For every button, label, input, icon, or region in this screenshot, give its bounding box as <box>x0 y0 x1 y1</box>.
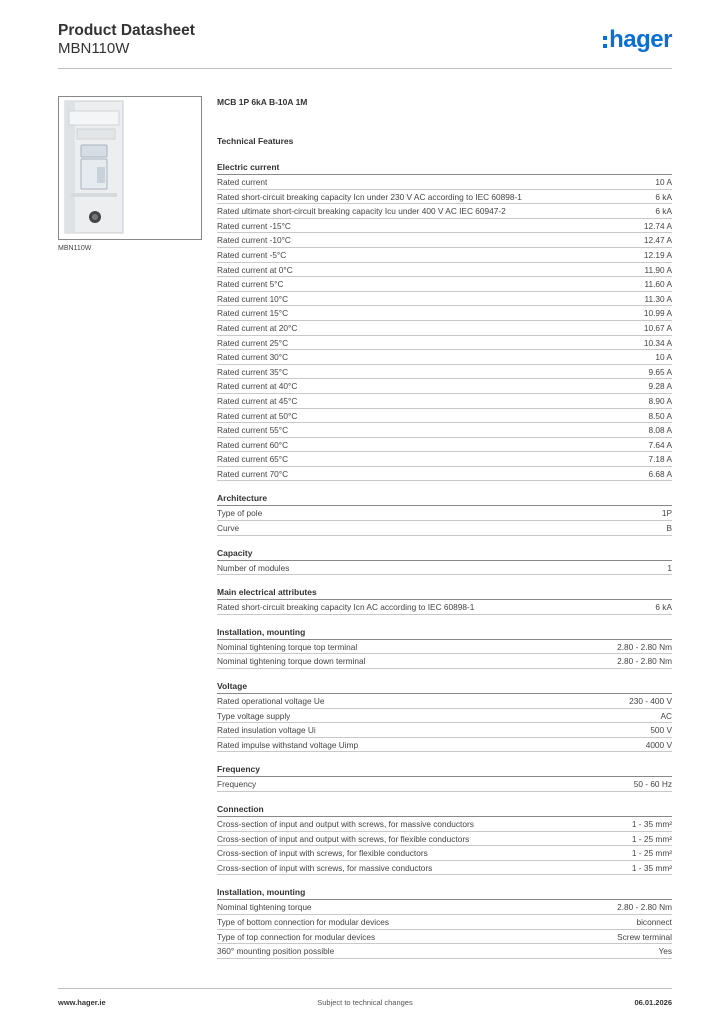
spec-section <box>217 546 672 576</box>
spec-label: Rated current 5°C <box>217 279 284 290</box>
spec-label: Rated current at 20°C <box>217 322 298 333</box>
spec-label: Rated short-circuit breaking capacity Icn AC according to IEC 60898-1 <box>217 602 475 613</box>
product-name: MCB 1P 6kA B-10A 1M <box>217 97 308 107</box>
spec-value: 2.80 - 2.80 Nm <box>617 641 672 652</box>
spec-label: Type of top connection for modular devices <box>217 931 376 942</box>
spec-label: Rated current -10°C <box>217 235 291 246</box>
spec-label: Number of modules <box>217 562 290 573</box>
spec-row <box>217 452 672 467</box>
section-gap <box>217 481 672 491</box>
spec-label: Nominal tightening torque down terminal <box>217 656 366 667</box>
circuit-breaker-icon <box>59 97 201 239</box>
spec-value: 2.80 - 2.80 Nm <box>617 656 672 667</box>
spec-row <box>217 861 672 876</box>
spec-label: Cross-section of input and output with screws, for massive conductors <box>217 819 474 829</box>
spec-value: 10 A <box>655 352 672 363</box>
section-title: Main electrical attributes <box>217 585 672 600</box>
section-title: Capacity <box>217 546 672 561</box>
spec-section <box>217 160 672 481</box>
spec-row <box>217 219 672 234</box>
spec-label: Cross-section of input with screws, for massive conductors <box>217 862 433 873</box>
spec-section <box>217 762 672 792</box>
hager-logo <box>603 28 672 52</box>
spec-row <box>217 394 672 409</box>
spec-value: 7.64 A <box>648 439 672 450</box>
spec-label: Rated current at 0°C <box>217 264 293 275</box>
spec-row <box>217 709 672 724</box>
spec-value: 11.60 A <box>644 279 672 290</box>
spec-value: Yes <box>658 946 672 957</box>
spec-value: 9.65 A <box>648 366 672 377</box>
spec-value: 230 - 400 V <box>629 696 672 707</box>
section-title: Connection <box>217 802 672 817</box>
spec-label: Rated current 30°C <box>217 352 289 363</box>
spec-label: Rated current 10°C <box>217 293 289 304</box>
spec-value: 12.19 A <box>643 249 672 260</box>
spec-section <box>217 802 672 875</box>
spec-label: Rated current -15°C <box>217 220 291 231</box>
spec-row <box>217 654 672 669</box>
spec-value: 1 - 35 mm² <box>631 862 672 873</box>
spec-label: Rated current at 40°C <box>217 381 298 392</box>
spec-value: 1 - 25 mm² <box>631 833 672 844</box>
spec-label: Rated current 55°C <box>217 425 289 436</box>
spec-row <box>217 640 672 655</box>
spec-row <box>217 379 672 394</box>
spec-value: 7.18 A <box>648 454 672 465</box>
spec-label: Type of pole <box>217 508 263 519</box>
spec-label: Rated short-circuit breaking capacity Icn under 230 V AC according to IEC 60898-1 <box>217 191 522 202</box>
spec-value: 12.47 A <box>643 235 672 246</box>
technical-features-heading: Technical Features <box>217 136 294 146</box>
spec-value: 10.67 A <box>643 322 672 333</box>
spec-value: 2.80 - 2.80 Nm <box>617 902 672 913</box>
spec-row <box>217 600 672 615</box>
section-gap <box>217 575 672 585</box>
spec-value: 50 - 60 Hz <box>633 779 672 790</box>
spec-row <box>217 409 672 424</box>
spec-label: Curve <box>217 523 240 534</box>
spec-value: 1P <box>661 508 672 519</box>
section-gap <box>217 875 672 885</box>
spec-sections <box>217 160 672 959</box>
spec-value: biconnect <box>636 916 672 927</box>
spec-value: AC <box>660 710 672 721</box>
spec-label: Cross-section of input and output with screws, for flexible conductors <box>217 833 470 844</box>
spec-row <box>217 321 672 336</box>
spec-value: 6 kA <box>655 602 672 613</box>
spec-label: 360° mounting position possible <box>217 946 335 957</box>
spec-section <box>217 585 672 615</box>
spec-label: Rated current at 45°C <box>217 395 298 406</box>
spec-label: Type of bottom connection for modular devices <box>217 916 390 927</box>
spec-row <box>217 277 672 292</box>
spec-row <box>217 832 672 847</box>
section-gap <box>217 615 672 625</box>
logo-dots-icon <box>603 36 607 48</box>
spec-label: Rated current 35°C <box>217 366 289 377</box>
spec-label: Rated current 65°C <box>217 454 289 465</box>
spec-label: Nominal tightening torque <box>217 902 312 913</box>
spec-label: Rated current 15°C <box>217 308 289 319</box>
spec-value: B <box>666 523 672 534</box>
spec-section <box>217 625 672 669</box>
spec-value: 10 A <box>655 177 672 187</box>
spec-row <box>217 292 672 307</box>
spec-value: 9.28 A <box>648 381 672 392</box>
spec-row <box>217 423 672 438</box>
spec-value: 6 kA <box>655 191 672 202</box>
logo-text: hager <box>609 26 672 53</box>
spec-row <box>217 777 672 792</box>
spec-row <box>217 263 672 278</box>
section-title: Frequency <box>217 762 672 777</box>
page-title: Product Datasheet <box>58 22 195 39</box>
spec-row <box>217 306 672 321</box>
product-code: MBN110W <box>58 40 130 57</box>
spec-value: 8.08 A <box>648 425 672 436</box>
section-title: Voltage <box>217 679 672 694</box>
section-title: Electric current <box>217 160 672 175</box>
spec-row <box>217 723 672 738</box>
spec-row <box>217 467 672 482</box>
spec-row <box>217 175 672 190</box>
spec-section <box>217 491 672 535</box>
spec-label: Rated current at 50°C <box>217 410 298 421</box>
spec-row <box>217 817 672 832</box>
spec-section <box>217 885 672 958</box>
spec-label: Rated current 70°C <box>217 468 289 479</box>
spec-label: Rated current <box>217 177 268 187</box>
spec-label: Rated ultimate short-circuit breaking capacity Icu under 400 V AC IEC 60947-2 <box>217 206 506 217</box>
header-divider <box>58 68 672 69</box>
section-title: Installation, mounting <box>217 625 672 640</box>
spec-label: Rated current 60°C <box>217 439 289 450</box>
footer-website[interactable]: www.hager.ie <box>58 998 106 1007</box>
spec-row <box>217 190 672 205</box>
spec-row <box>217 846 672 861</box>
spec-label: Rated current 25°C <box>217 337 289 348</box>
footer-divider <box>58 988 672 989</box>
spec-label: Frequency <box>217 779 257 790</box>
spec-label: Rated impulse withstand voltage Uimp <box>217 739 359 750</box>
spec-row <box>217 336 672 351</box>
spec-value: 1 <box>667 562 672 573</box>
spec-row <box>217 438 672 453</box>
spec-value: 11.30 A <box>644 293 672 304</box>
spec-row <box>217 944 672 959</box>
spec-row <box>217 350 672 365</box>
spec-row <box>217 915 672 930</box>
spec-row <box>217 521 672 536</box>
spec-value: 6 kA <box>655 206 672 217</box>
spec-label: Cross-section of input with screws, for flexible conductors <box>217 848 428 859</box>
spec-row <box>217 738 672 753</box>
section-title: Architecture <box>217 491 672 506</box>
spec-row <box>217 365 672 380</box>
spec-row <box>217 694 672 709</box>
spec-row <box>217 204 672 219</box>
product-image <box>58 96 202 240</box>
footer-date: 06.01.2026 <box>634 998 672 1007</box>
page-header <box>58 22 672 68</box>
spec-value: 1 - 25 mm² <box>631 848 672 859</box>
spec-section <box>217 679 672 752</box>
spec-label: Rated insulation voltage Ui <box>217 725 316 736</box>
spec-value: Screw terminal <box>617 931 672 942</box>
spec-row <box>217 248 672 263</box>
spec-label: Nominal tightening torque top terminal <box>217 641 358 652</box>
spec-value: 1 - 35 mm² <box>631 819 672 829</box>
specifications <box>217 96 672 959</box>
section-title: Installation, mounting <box>217 885 672 900</box>
spec-value: 10.99 A <box>643 308 672 319</box>
spec-label: Type voltage supply <box>217 710 291 721</box>
spec-value: 500 V <box>650 725 672 736</box>
spec-row <box>217 561 672 576</box>
section-gap <box>217 536 672 546</box>
section-gap <box>217 752 672 762</box>
spec-label: Rated operational voltage Ue <box>217 696 325 707</box>
spec-row <box>217 233 672 248</box>
section-gap <box>217 792 672 802</box>
spec-row <box>217 930 672 945</box>
spec-row <box>217 900 672 915</box>
spec-value: 6.68 A <box>648 468 672 479</box>
spec-value: 4000 V <box>645 739 672 750</box>
spec-value: 8.90 A <box>648 395 672 406</box>
spec-row <box>217 506 672 521</box>
page-footer <box>58 998 672 1010</box>
spec-value: 12.74 A <box>643 220 672 231</box>
image-caption: MBN110W <box>58 245 92 252</box>
spec-value: 8.50 A <box>648 410 672 421</box>
spec-label: Rated current -5°C <box>217 249 287 260</box>
spec-value: 11.90 A <box>644 264 672 275</box>
section-gap <box>217 669 672 679</box>
spec-value: 10.34 A <box>643 337 672 348</box>
footer-note: Subject to technical changes <box>317 998 413 1007</box>
